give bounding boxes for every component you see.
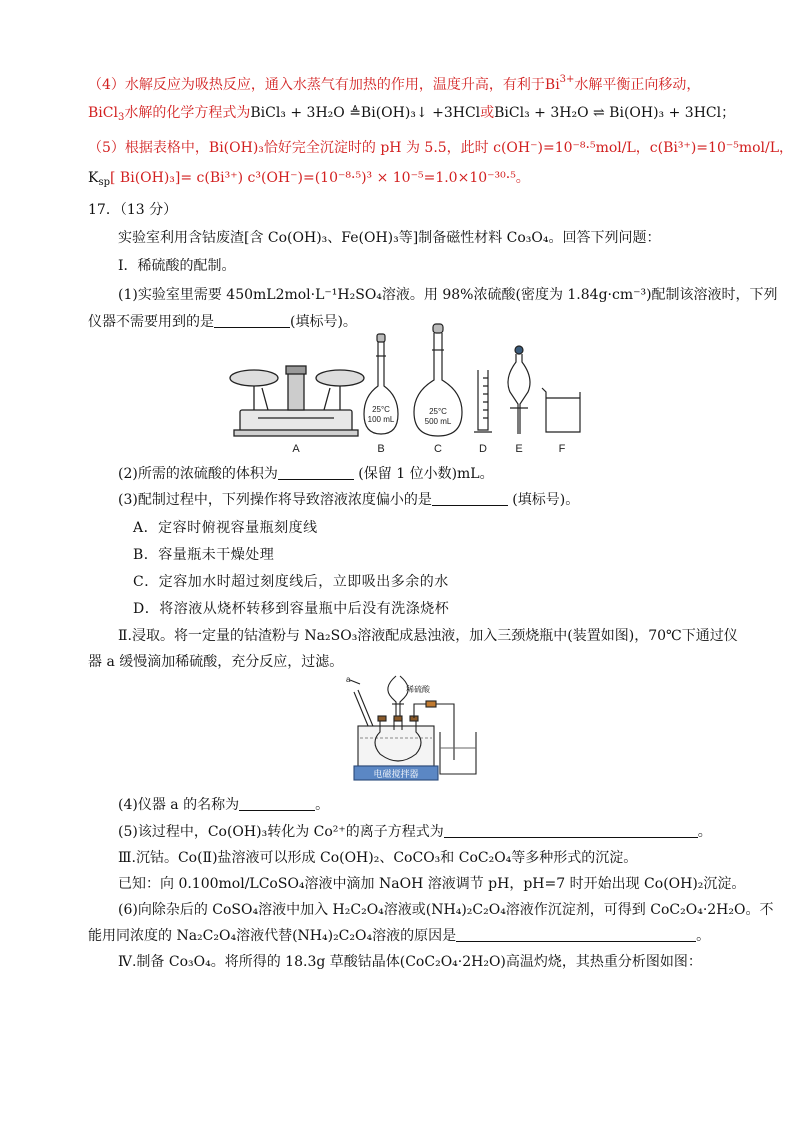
q3-line: (3)配制过程中，下列操作将导致溶液浓度偏小的是 (填标号)。 [118, 492, 580, 508]
q3-option-d: D．将溶液从烧杯转移到容量瓶中后没有洗涤烧杯 [133, 601, 450, 617]
label-F: F [558, 443, 566, 455]
q1-line2: 仪器不需要用到的是 (填标号)。 [88, 314, 357, 330]
q5-line: (5)该过程中，Co(OH)₃转化为 Co²⁺的离子方程式为 。 [118, 824, 712, 840]
part3-line: Ⅲ.沉钴。Co(Ⅱ)盐溶液可以形成 Co(OH)₂、CoCO₃和 CoC₂O₄等多种形式的沉淀。 [118, 850, 638, 866]
q17-header: 17．（13 分） [88, 202, 178, 218]
flask-b-temp: 25°C [372, 405, 390, 414]
leaching-apparatus-figure [340, 668, 490, 784]
answer5-line2: $K_{sp}$[ Bi(OH)₃]= c(Bi³⁺) c³(OH⁻)=(10⁻⁸·⁵)³ × 10⁻⁵=1.0×10⁻³⁰·⁵。 [88, 170, 530, 188]
q6-line2: 能用同浓度的 Na₂C₂O₄溶液代替(NH₄)₂C₂O₄溶液的原因是 。 [88, 928, 711, 944]
q3-option-c: C．定容加水时超过刻度线后，立即吸出多余的水 [133, 574, 449, 590]
q6-answer-blank[interactable] [456, 927, 696, 942]
part2-line1: Ⅱ.浸取。将一定量的钴渣粉与 Na₂SO₃溶液配成悬浊液，加入三颈烧瓶中(装置如图)，70℃下通过仪 [118, 628, 738, 644]
volumetric-flask-500ml-icon [414, 324, 462, 436]
flask-c-temp: 25°C [429, 407, 447, 416]
q3-option-b: B．容量瓶未干燥处理 [133, 547, 275, 563]
answer4-line1: （4）水解反应为吸热反应，通入水蒸气有加热的作用，温度升高，有利于$Bi^{3+}$水解平衡正向移动， [88, 74, 701, 93]
answer4-line2: BiCl$_3$水解的化学方程式为BiCl₃ + 3H₂O ≜Bi(OH)₃↓ +3HCl或BiCl₃ + 3H₂O ⇌ Bi(OH)₃ + 3HCl； [88, 105, 736, 123]
q4-line: (4)仪器 a 的名称为 。 [118, 797, 330, 813]
q3-answer-blank[interactable] [432, 491, 508, 506]
beaker-icon [542, 388, 580, 432]
q2-line: (2)所需的浓硫酸的体积为 (保留 1 位小数)mL。 [118, 466, 494, 482]
q2-answer-blank[interactable] [278, 465, 354, 480]
q4-answer-blank[interactable] [239, 796, 315, 811]
flask-c-volume: 500 mL [424, 417, 452, 426]
q17-intro: 实验室利用含钴废渣[含 Co(OH)₃、Fe(OH)₃等]制备磁性材料 Co₃O₄。回答下列问题： [118, 230, 661, 246]
label-B: B [377, 443, 385, 455]
flask-b-volume: 100 mL [367, 415, 395, 424]
q3-option-a: A．定容时俯视容量瓶刻度线 [133, 520, 318, 536]
volumetric-flask-100ml-icon [364, 334, 398, 434]
known-line: 已知：向 0.100mol/LCoSO₄溶液中滴加 NaOH 溶液调节 pH，pH=7 时开始出现 Co(OH)₂沉淀。 [118, 876, 746, 892]
q1-line1: (1)实验室里需要 450mL2mol·L⁻¹H₂SO₄溶液。用 98%浓硫酸(密度为 1.84g·cm⁻³)配制该溶液时，下列 [118, 287, 778, 303]
balance-icon [230, 366, 364, 436]
part2-line2: 器 a 缓慢滴加稀硫酸，充分反应，过滤。 [88, 654, 344, 670]
label-D: D [479, 443, 487, 455]
separatory-funnel-icon [508, 346, 530, 434]
part1-title: I．稀硫酸的配制。 [118, 258, 236, 274]
dropping-funnel-icon [388, 676, 408, 716]
label-dilute-acid: 稀硫酸 [406, 685, 430, 694]
q6-line1: (6)向除杂后的 CoSO₄溶液中加入 H₂C₂O₄溶液或(NH₄)₂C₂O₄溶液作沉淀剂，可得到 CoC₂O₄·2H₂O。不 [118, 902, 774, 918]
label-A: A [292, 443, 300, 455]
label-C: C [434, 443, 442, 455]
apparatus-figure [228, 322, 588, 458]
answer5-line1: （5）根据表格中，Bi(OH)₃恰好完全沉淀时的 pH 为 5.5，此时 c(OH⁻)=10⁻⁸·⁵mol/L，c(Bi³⁺)=10⁻⁵mol/L， [88, 140, 794, 156]
label-E: E [515, 443, 523, 455]
label-a: a [346, 675, 351, 684]
part4-line: Ⅳ.制备 Co₃O₄。将所得的 18.3g 草酸钴晶体(CoC₂O₄·2H₂O)高温灼烧，其热重分析图如图： [118, 954, 702, 970]
label-magnetic-stirrer: 电磁搅拌器 [373, 769, 419, 779]
graduated-cylinder-icon [474, 370, 492, 432]
q5-answer-blank[interactable] [444, 823, 698, 838]
